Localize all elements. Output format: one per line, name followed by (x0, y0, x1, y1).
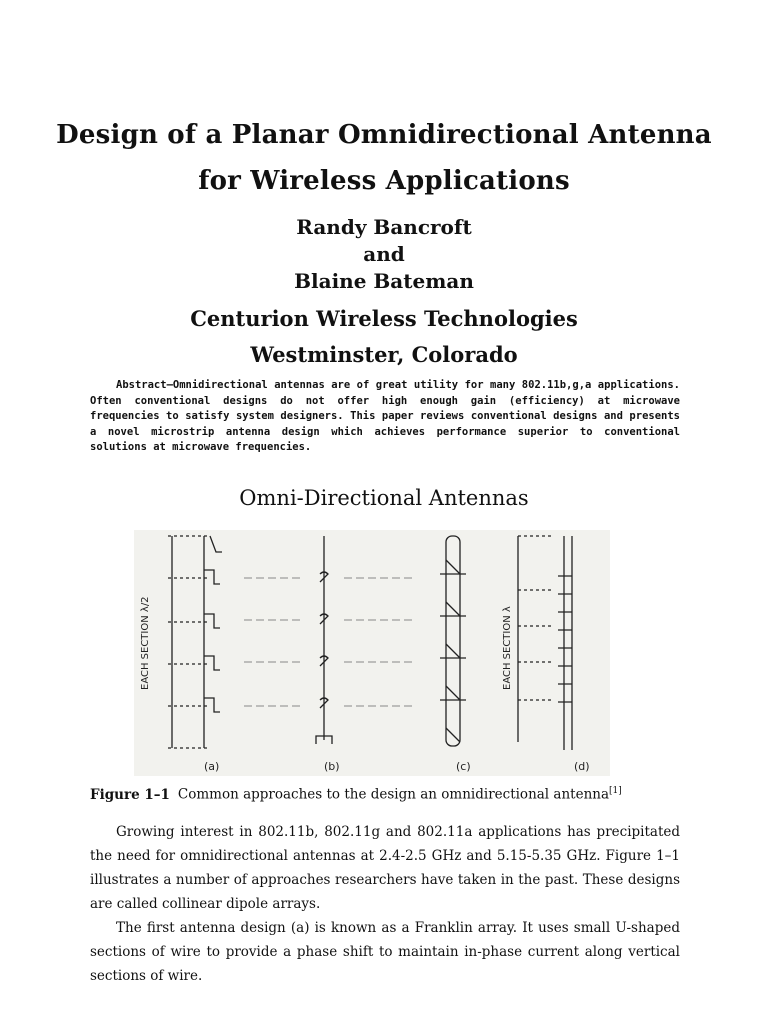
paragraph: The first antenna design (a) is known as a Franklin array. It uses small U-shaped sections of wire to provide a phase shift to maintain in-phase current along vertical sections of wire. (90, 920, 680, 984)
figure-caption-text: Common approaches to the design an omnidirectional antenna (177, 786, 610, 803)
figure-caption-label: Figure 1–1 (90, 786, 170, 803)
figure-panel-label: (c) (456, 760, 471, 773)
figure-panel-label: (a) (204, 760, 220, 773)
figure-label-a-section: EACH SECTION λ/2 (140, 596, 151, 690)
paper-title-line2: for Wireless Applications (198, 166, 570, 196)
citation-ref[interactable]: [1] (609, 786, 622, 796)
figure-antenna-diagrams (134, 530, 610, 776)
author-name: Randy Bancroft (296, 215, 472, 239)
paragraph: Growing interest in 802.11b, 802.11g and 802.11a applications has precipitated the need for omnidirectional antennas at 2.4-2.5 GHz and 5.15-5.35 GHz. Figure 1–1 illustrates a number of approaches researchers have taken in the past. These designs are called collinear dipole arrays. (90, 824, 680, 912)
paper-title-line1: Design of a Planar Omnidirectional Antenna (56, 120, 712, 150)
figure-label-d-section: EACH SECTION λ (502, 606, 513, 690)
author-conjunction: and (363, 242, 405, 266)
figure-panel-label: (b) (324, 760, 340, 773)
section-heading: Omni-Directional Antennas (239, 486, 529, 510)
figure-panel-label: (d) (574, 760, 590, 773)
affiliation: Centurion Wireless Technologies (190, 306, 578, 331)
antenna-diagrams (134, 530, 610, 776)
abstract: Abstract—Omnidirectional antennas are of great utility for many 802.11b,g,a applications. Often conventional designs do not offer high enough gain (efficiency) at microwave frequencies to satisfy system designers. This paper reviews conventional designs and presents a novel microstrip antenna design which achieves performance superior to conventional solutions at microwave frequencies. (90, 379, 680, 453)
figure-caption (90, 786, 690, 803)
author-block (0, 214, 768, 295)
author-name: Blaine Bateman (294, 269, 474, 293)
body-text (90, 820, 680, 988)
location: Westminster, Colorado (250, 342, 518, 367)
